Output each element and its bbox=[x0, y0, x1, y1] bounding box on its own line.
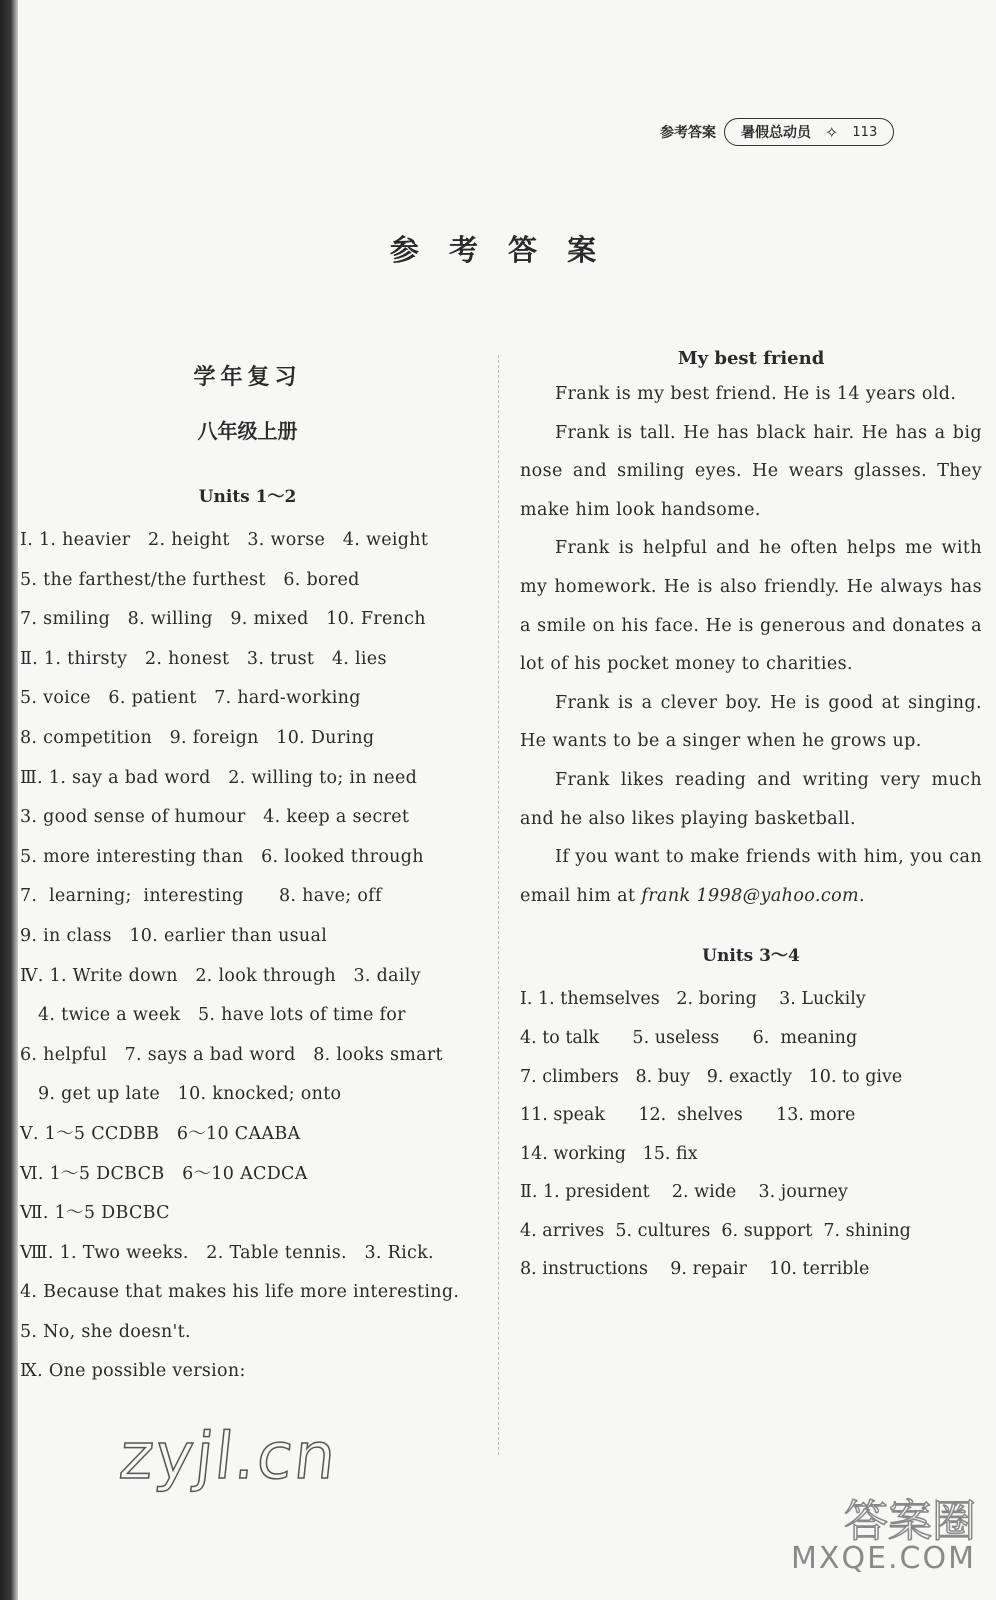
right-column bbox=[520, 348, 982, 1289]
corner-watermark-logo: 答案圈 bbox=[844, 1496, 976, 1547]
left-column bbox=[20, 360, 475, 1392]
answer-line: 9. in class 10. earlier than usual bbox=[20, 925, 328, 946]
essay-text: . bbox=[859, 885, 865, 906]
page-title: 参 考 答 案 bbox=[389, 233, 607, 267]
answer-line: Ⅰ. 1. themselves 2. boring 3. Luckily bbox=[520, 989, 866, 1010]
answer-line: Ⅰ. 1. heavier 2. height 3. worse 4. weight bbox=[20, 530, 429, 550]
answer-line: Ⅱ. 1. president 2. wide 3. journey bbox=[520, 1182, 848, 1203]
essay-title: My best friend bbox=[677, 348, 825, 369]
running-head bbox=[660, 118, 894, 146]
answer-line: 14. working 15. fix bbox=[520, 1143, 698, 1164]
answer-line: Ⅱ. 1. thirsty 2. honest 3. trust 4. lies bbox=[20, 648, 387, 669]
answer-list-units-1-2 bbox=[20, 521, 475, 1392]
answer-line: 7. learning; interesting 8. have; off bbox=[20, 886, 382, 907]
page-number: 113 bbox=[852, 124, 878, 140]
essay-text: If you want to make friends with him, you can email him at bbox=[520, 847, 982, 906]
answer-line: 4. to talk 5. useless 6. meaning bbox=[520, 1027, 858, 1048]
column-divider bbox=[498, 355, 499, 1455]
answer-line: 4. twice a week 5. have lots of time for bbox=[38, 1005, 406, 1026]
answer-line: 7. climbers 8. buy 9. exactly 10. to give bbox=[520, 1066, 903, 1087]
answer-line: Ⅳ. 1. Write down 2. look through 3. daily bbox=[20, 965, 421, 986]
answer-line: 4. Because that makes his life more interesting. bbox=[20, 1282, 460, 1303]
answer-line: 11. speak 12. shelves 13. more bbox=[520, 1105, 856, 1126]
answer-line: Ⅵ. 1～5 DCBCB 6～10 ACDCA bbox=[20, 1163, 308, 1184]
answer-line: 5. more interesting than 6. looked through bbox=[20, 846, 424, 867]
unit-title-3-4: Units 3～4 bbox=[702, 946, 800, 967]
answer-list-units-3-4 bbox=[520, 980, 982, 1289]
answer-line: 7. smiling 8. willing 9. mixed 10. French bbox=[20, 609, 426, 630]
answer-line: Ⅸ. One possible version: bbox=[20, 1361, 246, 1382]
answer-line: Ⅷ. 1. Two weeks. 2. Table tennis. 3. Rick. bbox=[20, 1242, 434, 1263]
answer-line: 5. the farthest/the furthest 6. bored bbox=[20, 569, 360, 590]
essay-paragraph: Frank is tall. He has black hair. He has a big nose and smiling eyes. He wears glasses. They make him look handsome. bbox=[520, 422, 982, 520]
answer-line: 3. good sense of humour 4. keep a secret bbox=[20, 807, 410, 828]
grade-title: 八年级上册 bbox=[197, 419, 298, 443]
essay-paragraph-email bbox=[520, 838, 982, 915]
answer-line: Ⅶ. 1～5 DBCBC bbox=[20, 1203, 170, 1224]
corner-watermark bbox=[791, 1496, 976, 1576]
answer-line: Ⅲ. 1. say a bad word 2. willing to; in need bbox=[20, 767, 418, 788]
answer-line: 8. competition 9. foreign 10. During bbox=[20, 727, 375, 748]
essay-paragraph: Frank is my best friend. He is 14 years old. bbox=[555, 384, 957, 404]
fish-icon: ✧ bbox=[825, 122, 839, 142]
answer-line: 4. arrives 5. cultures 6. support 7. shining bbox=[520, 1220, 911, 1241]
running-head-pill bbox=[724, 118, 894, 146]
email-address: frank 1998@yahoo.com bbox=[641, 885, 860, 906]
essay-paragraph: Frank is helpful and he often helps me with my homework. He is also friendly. He always has a smile on his face. He is generous and donates a lot of his pocket money to charities. bbox=[520, 538, 982, 675]
answer-line: 5. No, she doesn't. bbox=[20, 1321, 191, 1342]
essay-paragraph: Frank likes reading and writing very much and he also likes playing basketball. bbox=[520, 769, 982, 829]
unit-title-1-2: Units 1～2 bbox=[198, 487, 297, 507]
running-head-book: 暑假总动员 bbox=[741, 125, 811, 141]
answer-line: 9. get up late 10. knocked; onto bbox=[38, 1084, 342, 1105]
answer-line: Ⅴ. 1～5 CCDBB 6～10 CAABA bbox=[20, 1123, 301, 1144]
essay-paragraph: Frank is a clever boy. He is good at singing. He wants to be a singer when he grows up. bbox=[520, 692, 982, 752]
section-title: 学年复习 bbox=[193, 365, 302, 390]
answer-line: 8. instructions 9. repair 10. terrible bbox=[520, 1259, 870, 1280]
corner-watermark-site: MXQE.COM bbox=[791, 1541, 976, 1576]
answer-line: 5. voice 6. patient 7. hard-working bbox=[20, 688, 361, 709]
watermark-zyjl: zyjl.cn bbox=[116, 1420, 342, 1494]
answer-line: 6. helpful 7. says a bad word 8. looks smart bbox=[20, 1044, 443, 1065]
running-head-section: 参考答案 bbox=[660, 125, 716, 141]
